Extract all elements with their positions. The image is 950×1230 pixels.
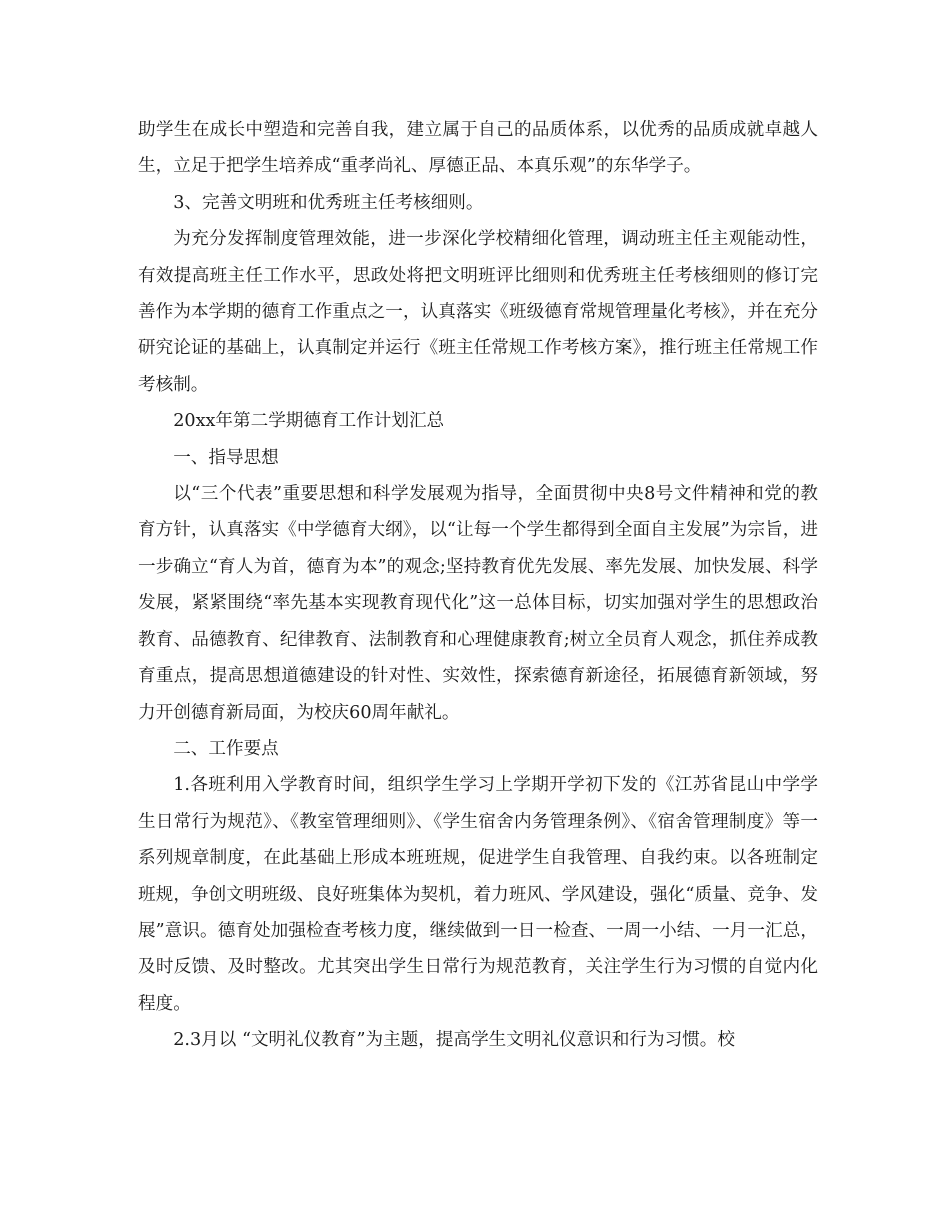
paragraph-guiding-thought-body: 以“三个代表”重要思想和科学发展观为指导，全面贯彻中央8号文件精神和党的教育方针，认真落实《中学德育大纲》，以“让每一个学生都得到全面自主发展”为宗旨，进一步确立“育人为首，德育为本”的观念;坚持教育优先发展、率先发展、加快发展、科学发展，紧紧围绕“率先基本实现教育现代化”这一总体目标，切实加强对学生的思想政治教育、品德教育、纪律教育、法制教育和心理健康教育;树立全员育人观念，抓住养成教育重点，提高思想道德建设的针对性、实效性，探索德育新途径，拓展德育新领域，努力开创德育新局面，为校庆60周年献礼。 xyxy=(138,484,818,723)
paragraph-work-point-1: 1.各班利用入学教育时间，组织学生学习上学期开学初下发的《江苏省昆山中学学生日常行为规范》、《教室管理细则》、《学生宿舍内务管理条例》、《宿舍管理制度》等一系列规章制度，在此基础上形成本班班规，促进学生自我管理、自我约束。以各班制定班规，争创文明班级、良好班集体为契机，着力班风、学风建设，强化“质量、竞争、发展”意识。德育处加强检查考核力度，继续做到一日一检查、一周一小结、一月一汇总，及时反馈、及时整改。尤其突出学生日常行为规范教育，关注学生行为习惯的自觉内化程度。 xyxy=(138,775,818,1014)
heading-guiding-thought: 一、指导思想 xyxy=(173,447,279,468)
document-body xyxy=(138,112,818,1059)
paragraph-intro-continuation: 助学生在成长中塑造和完善自我，建立属于自己的品质体系，以优秀的品质成就卓越人生，立足于把学生培养成“重孝尚礼、厚德正品、本真乐观”的东华学子。 xyxy=(138,120,818,177)
paragraph-work-point-2: 2.3月以 “文明礼仪教育”为主题，提高学生文明礼仪意识和行为习惯。校 xyxy=(173,1030,735,1051)
paragraph-item-3-heading: 3、完善文明班和优秀班主任考核细则。 xyxy=(173,192,484,213)
section-title: 20xx年第二学期德育工作计划汇总 xyxy=(173,411,445,432)
paragraph-item-3-body: 为充分发挥制度管理效能，进一步深化学校精细化管理，调动班主任主观能动性，有效提高班主任工作水平，思政处将把文明班评比细则和优秀班主任考核细则的修订完善作为本学期的德育工作重点之一，认真落实《班级德育常规管理量化考核》，并在充分研究论证的基础上，认真制定并运行《班主任常规工作考核方案》，推行班主任常规工作考核制。 xyxy=(138,229,818,395)
heading-work-points: 二、工作要点 xyxy=(173,738,279,759)
